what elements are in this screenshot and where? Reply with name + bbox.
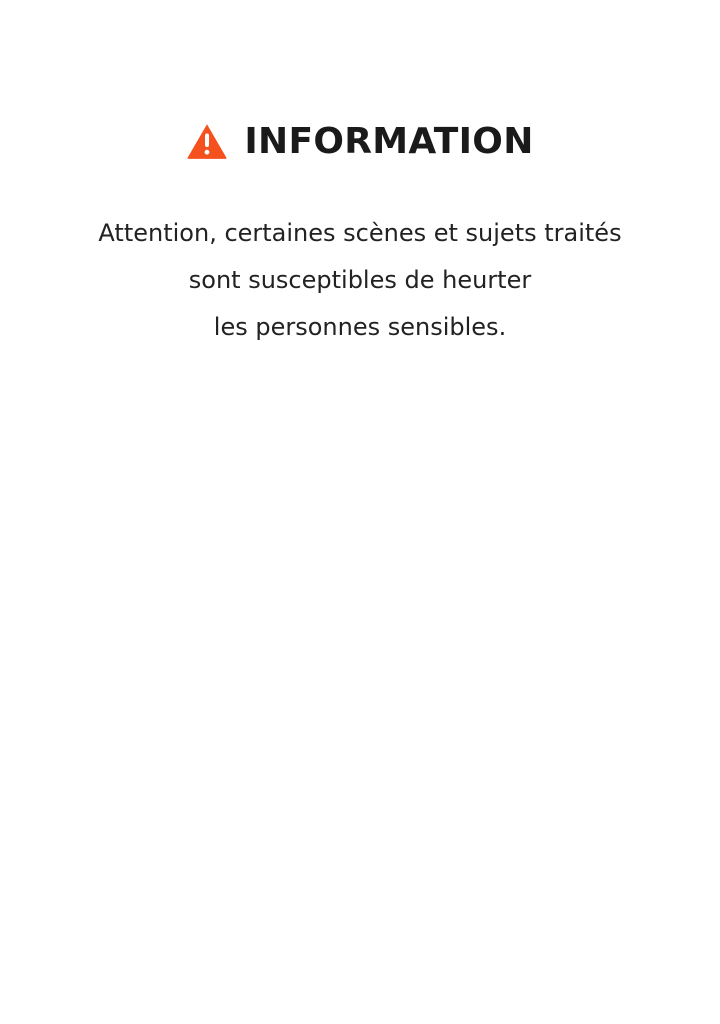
notice-heading — [0, 120, 720, 162]
notice-line: sont susceptibles de heurter — [188, 266, 532, 295]
notice-body — [0, 210, 720, 351]
warning-triangle-icon — [186, 120, 228, 162]
information-notice — [0, 120, 720, 351]
notice-line: les personnes sensibles. — [213, 313, 507, 342]
page-title: INFORMATION — [244, 120, 534, 162]
notice-line: Attention, certaines scènes et sujets traités — [98, 219, 622, 247]
